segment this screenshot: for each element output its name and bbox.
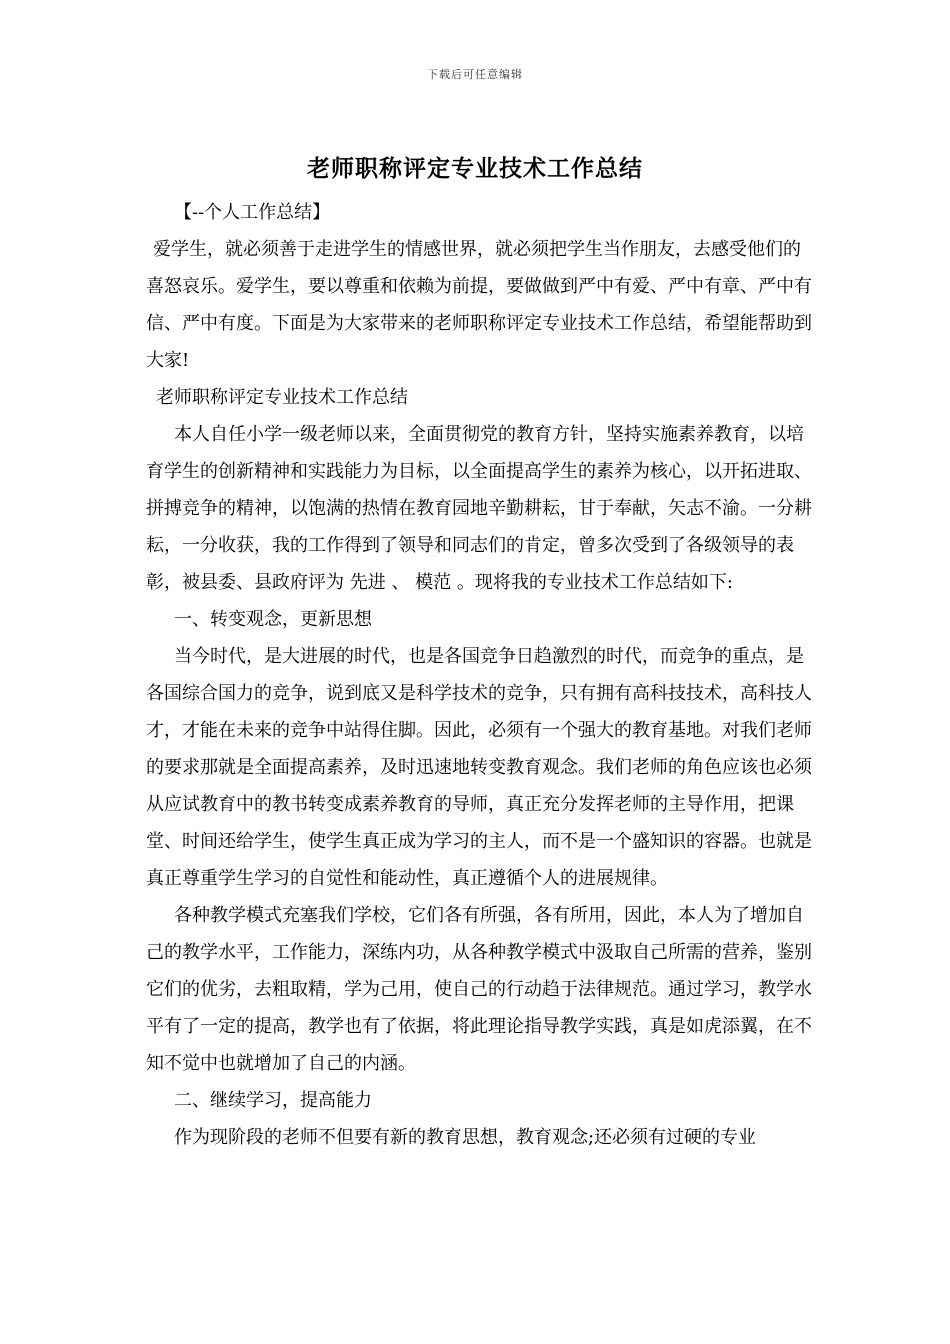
section-tag: 【--个人工作总结】 — [174, 202, 331, 223]
subtitle-paragraph: 老师职称评定专业技术工作总结 — [156, 387, 408, 408]
section-heading: 一、转变观念，更新思想 — [174, 609, 372, 630]
body-paragraph: 本人自任小学一级老师以来，全面贯彻党的教育方针，坚持实施素养教育，以培育学生的创新精神和实践能力为目标，以全面提高学生的素养为核心，以开拓进取、拼搏竞争的精神，以饱满的热情在教育园地辛勤耕耘，甘于奉献，矢志不渝。一分耕耘，一分收获，我的工作得到了领导和同志们的肯定，曾多次受到了各级领导的表彰，被县委、县政府评为 先进 、 模范 。现将我的专业技术工作总结如下: — [146, 424, 812, 593]
body-paragraph: 作为现阶段的老师不但要有新的教育思想，教育观念;还必须有过硬的专业 — [174, 1127, 757, 1148]
document-body — [146, 194, 814, 1156]
intro-paragraph: 爱学生，就必须善于走进学生的情感世界，就必须把学生当作朋友，去感受他们的喜怒哀乐。爱学生，要以尊重和依赖为前提，要做做到严中有爱、严中有章、严中有信、严中有度。下面是为大家带来的老师职称评定专业技术工作总结，希望能帮助到大家! — [146, 239, 812, 371]
body-paragraph: 当今时代，是大进展的时代，也是各国竞争日趋激烈的时代，而竞争的重点，是各国综合国力的竞争，说到底又是科学技术的竞争，只有拥有高科技技术，高科技人才，才能在未来的竞争中站得住脚。因此，必须有一个强大的教育基地。对我们老师的要求那就是全面提高素养，及时迅速地转变教育观念。我们老师的角色应该也必须从应试教育中的教书转变成素养教育的导师，真正充分发挥老师的主导作用，把课堂、时间还给学生，使学生真正成为学习的主人，而不是一个盛知识的容器。也就是真正尊重学生学习的自觉性和能动性，真正遵循个人的进展规律。 — [146, 646, 812, 889]
section-heading: 二、继续学习，提高能力 — [174, 1090, 372, 1111]
document-title: 老师职称评定专业技术工作总结 — [307, 155, 643, 182]
page-header-note: 下载后可任意编辑 — [427, 68, 523, 81]
body-paragraph: 各种教学模式充塞我们学校，它们各有所强，各有所用，因此，本人为了增加自己的教学水平，工作能力，深练内功，从各种教学模式中汲取自己所需的营养，鉴别它们的优劣，去粗取精，学为己用，使自己的行动趋于法律规范。通过学习，教学水平有了一定的提高，教学也有了依据，将此理论指导教学实践，真是如虎添翼，在不知不觉中也就增加了自己的内涵。 — [146, 905, 812, 1074]
